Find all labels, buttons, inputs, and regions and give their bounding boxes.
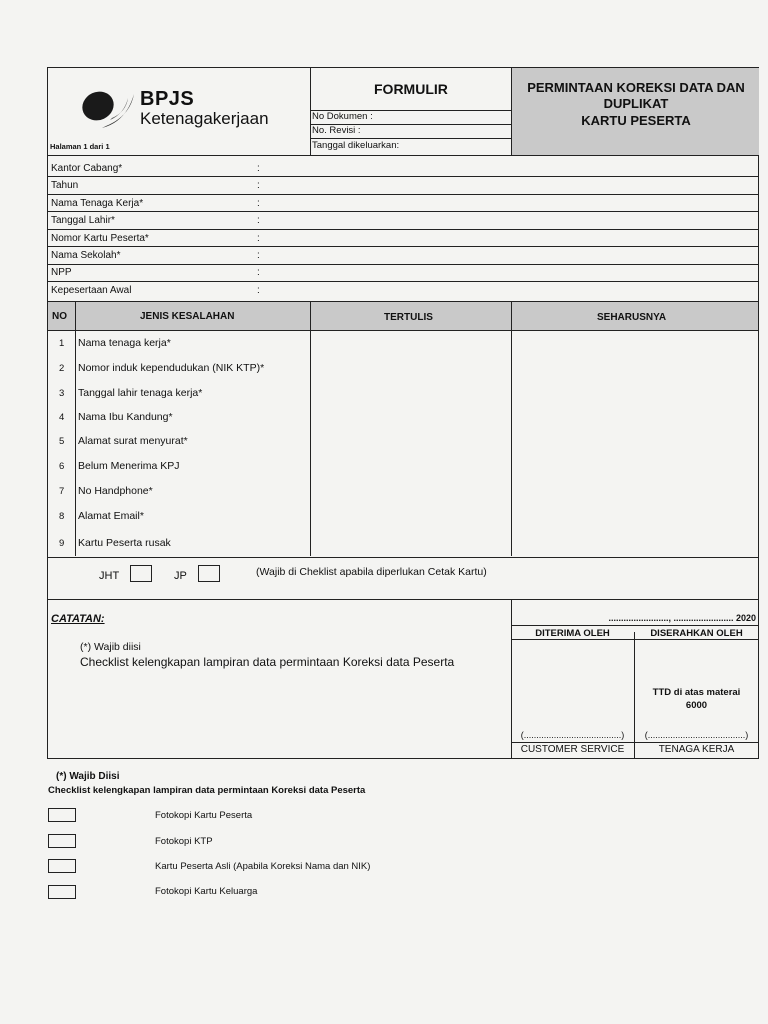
col-header-no: NO: [52, 311, 67, 322]
diserahkan-oleh: DISERAHKAN OLEH: [650, 628, 743, 639]
checklist-note: (Wajib di Cheklist apabila diperlukan Cetak Kartu): [256, 566, 487, 578]
title-line-3: KARTU PESERTA: [581, 113, 691, 128]
jp-checkbox[interactable]: [198, 565, 220, 582]
col-divider-tertulis: [511, 302, 512, 556]
halaman-label: Halaman 1 dari 1: [50, 142, 110, 151]
field-line: [48, 229, 758, 230]
sign-date-underline: [511, 625, 758, 626]
row-jenis: Alamat Email*: [78, 510, 144, 522]
footer-wajib: (*) Wajib Diisi: [56, 771, 120, 782]
sign-dots-left: (.......................................): [520, 730, 625, 740]
logo-brand: BPJS: [140, 88, 195, 110]
field-line: [48, 264, 758, 265]
field-label-tahun: Tahun: [51, 180, 79, 191]
sign-dots-right: (.......................................): [644, 730, 749, 740]
field-colon: :: [257, 180, 260, 191]
row-number: 1: [59, 338, 65, 349]
sign-header-line: [511, 639, 758, 640]
tanggal-dikeluarkan-label: Tanggal dikeluarkan:: [312, 140, 400, 151]
table-header-line: [48, 330, 758, 331]
row-number: 4: [59, 412, 65, 423]
col-header-jenis: JENIS KESALAHAN: [140, 311, 235, 322]
row-jenis: No Handphone*: [78, 485, 153, 497]
footer-checkbox[interactable]: [48, 808, 76, 822]
row-jenis: Alamat surat menyurat*: [78, 435, 188, 447]
bpjs-logo-icon: [80, 86, 140, 130]
footer-item: Fotokopi Kartu Peserta: [155, 810, 253, 821]
ttd-materai-line-2: 6000: [685, 700, 708, 711]
field-label-nomor-kartu: Nomor Kartu Peserta*: [51, 233, 149, 244]
row-number: 2: [59, 363, 65, 374]
field-line: [48, 246, 758, 247]
customer-service-label: CUSTOMER SERVICE: [520, 744, 625, 755]
row-number: 6: [59, 461, 65, 472]
field-colon: :: [257, 233, 260, 244]
col-divider-jenis: [310, 302, 311, 556]
footer-checklist: Checklist kelengkapan lampiran data permintaan Koreksi data Peserta: [48, 785, 366, 796]
row-number: 5: [59, 436, 65, 447]
header-bottom-line: [48, 155, 758, 156]
footer-checkbox[interactable]: [48, 885, 76, 899]
sign-footer-line: [511, 742, 758, 743]
field-colon: :: [257, 250, 260, 261]
footer-checkbox[interactable]: [48, 859, 76, 873]
jht-label: JHT: [99, 570, 120, 582]
formulir-heading: FORMULIR: [374, 81, 448, 97]
field-colon: :: [257, 285, 260, 296]
field-label-nama-sekolah: Nama Sekolah*: [51, 250, 121, 261]
field-line: [48, 211, 758, 212]
title-line-1: PERMINTAAN KOREKSI DATA DAN: [527, 80, 745, 95]
logo-subtitle: Ketenagakerjaan: [140, 109, 269, 128]
col-divider-no: [75, 302, 76, 556]
row-jenis: Nama tenaga kerja*: [78, 337, 171, 349]
field-label-tanggal-lahir: Tanggal Lahir*: [51, 215, 115, 226]
field-colon: :: [257, 215, 260, 226]
row-number: 3: [59, 388, 65, 399]
table-bottom-line: [48, 557, 758, 558]
ttd-materai-line-1: TTD di atas materai: [652, 687, 741, 698]
field-line: [48, 176, 758, 177]
row-jenis: Nama Ibu Kandung*: [78, 411, 173, 423]
catatan-checklist: Checklist kelengkapan lampiran data permintaan Koreksi data Peserta: [80, 655, 455, 669]
form-frame: [47, 67, 759, 759]
diterima-oleh: DITERIMA OLEH: [535, 628, 610, 639]
checks-bottom-line: [48, 599, 758, 600]
row-jenis: Kartu Peserta rusak: [78, 537, 171, 549]
field-label-kantor-cabang: Kantor Cabang*: [51, 163, 123, 174]
catatan-wajib: (*) Wajib diisi: [80, 641, 141, 653]
field-line: [48, 194, 758, 195]
title-line-2: DUPLIKAT: [603, 96, 669, 111]
field-colon: :: [257, 267, 260, 278]
field-label-kepesertaan-awal: Kepesertaan Awal: [51, 285, 132, 296]
row-number: 7: [59, 486, 65, 497]
row-jenis: Belum Menerima KPJ: [78, 460, 180, 472]
sign-date: ........................, ........................ 2020: [608, 613, 756, 623]
field-label-nama-tenaga-kerja: Nama Tenaga Kerja*: [51, 198, 144, 209]
field-label-npp: NPP: [51, 267, 72, 278]
tenaga-kerja-label: TENAGA KERJA: [658, 744, 735, 755]
row-number: 8: [59, 511, 65, 522]
catatan-title: CATATAN:: [51, 613, 105, 625]
field-line: [48, 281, 758, 282]
footer-item: Kartu Peserta Asli (Apabila Koreksi Nama dan NIK): [155, 861, 371, 872]
header-divider-1: [310, 68, 311, 155]
no-revisi-label: No. Revisi :: [312, 125, 361, 136]
header-row-line-3: [310, 138, 511, 139]
row-number: 9: [59, 538, 65, 549]
field-colon: :: [257, 163, 260, 174]
footer-item: Fotokopi KTP: [155, 836, 213, 847]
row-jenis: Tanggal lahir tenaga kerja*: [78, 387, 203, 399]
row-jenis: Nomor induk kependudukan (NIK KTP)*: [78, 362, 265, 374]
field-colon: :: [257, 198, 260, 209]
no-dokumen-label: No Dokumen :: [312, 111, 373, 122]
col-header-seharusnya: SEHARUSNYA: [597, 312, 667, 323]
footer-checkbox[interactable]: [48, 834, 76, 848]
footer-item: Fotokopi Kartu Keluarga: [155, 886, 258, 897]
col-header-tertulis: TERTULIS: [384, 312, 433, 323]
jht-checkbox[interactable]: [130, 565, 152, 582]
jp-label: JP: [174, 570, 187, 582]
